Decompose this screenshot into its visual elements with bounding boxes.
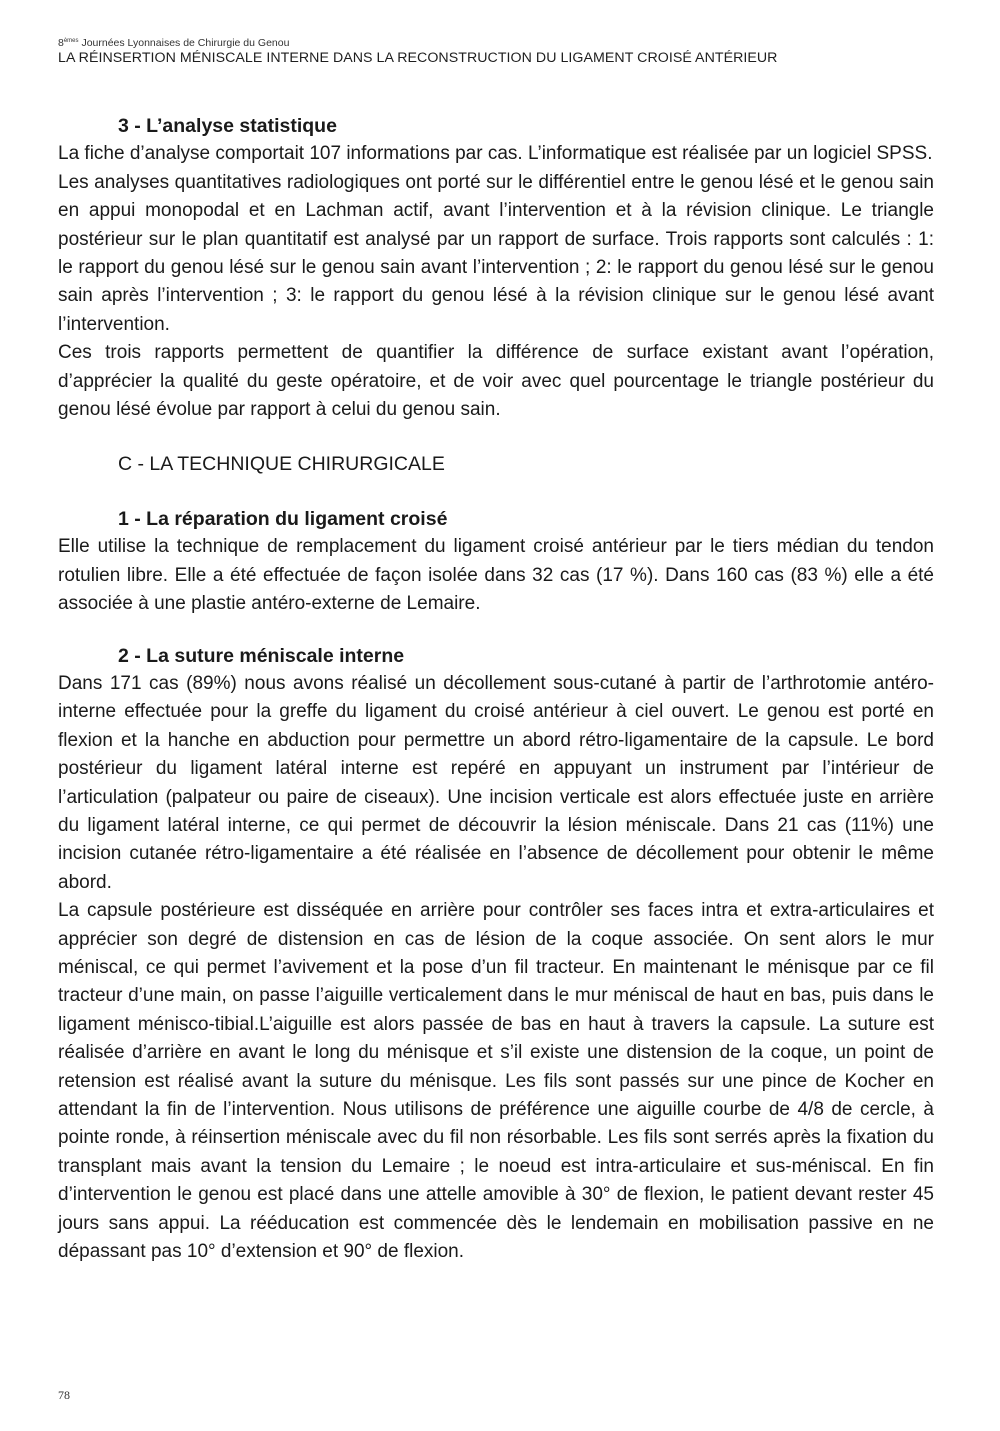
heading-surgical-technique: C - LA TECHNIQUE CHIRURGICALE [118,453,445,476]
conference-line [58,38,958,50]
paragraph: La capsule postérieure est disséquée en arrière pour contrôler ses faces intra et extra-articulaires et apprécier son degré de distension en cas de lésion de la coque associée. On sent alors le mur méniscal, ce qui permet l’avivement et la pose d’un fil tracteur. En maintenant le ménisque par ce fil tracteur d’une main, on passe l’aiguille verticalement dans le mur méniscal de haut en bas, puis dans le ligament ménisco-tibial.L’aiguille est alors passée de bas en haut à travers la capsule. La suture est réalisée d’arrière en avant le long du ménisque et s’il existe une distension de la coque, un point de retension est réalisé avant la suture du ménisque. Les fils sont passés sur une pince de Kocher en attendant la fin de l’intervention. Nous utilisons de préférence une aiguille courbe de 4/8 de cercle, à pointe ronde, à réinsertion méniscale avec du fil non résorbable. Les fils sont serrés après la fixation du transplant mais avant la tension du Lemaire ; le noeud est intra-articulaire et sus-méniscal. En fin d’intervention le genou est placé dans une attelle amovible à 30° de flexion, le patient devant rester 45 jours sans appui. La rééducation est commencée dès le lendemain en mobilisation passive en ne dépassant pas 10° d’extension et 90° de flexion. [58,900,934,1263]
article-title: LA RÉINSERTION MÉNISCALE INTERNE DANS LA RECONSTRUCTION DU LIGAMENT CROISÉ ANTÉRIEUR [58,49,778,66]
conference-name: Journées Lyonnaises de Chirurgie du Genou [81,37,290,49]
spacer [58,479,934,505]
heading-statistical-analysis: 3 - L’analyse statistique [118,115,337,137]
article-body [58,112,934,1266]
edition-suffix: èmes [63,38,79,44]
page-number: 78 [58,1388,70,1402]
running-header [58,38,958,66]
heading-meniscal-suture: 2 - La suture méniscale interne [118,644,405,667]
paragraph: Les analyses quantitatives radiologiques ont porté sur le différentiel entre le genou lésé et le genou sain en appui monopodal et en Lachman actif, avant l’intervention et à la révision clinique. Le triangle postérieur sur le plan quantitatif est analysé par un rapport de surface. Trois rapports sont calculés : 1: le rapport du genou lésé sur le genou sain avant l’intervention ; 2: le rapport du genou lésé sur le genou sain après l’intervention ; 3: le rapport du genou lésé à la révision clinique sur le genou lésé avant l’intervention. [58,171,934,335]
paragraph: Ces trois rapports permettent de quantifier la différence de surface existant avant l’opération, d’apprécier la qualité du geste opératoire, et de voir avec quel pourcentage le triangle postérieur du genou lésé évolue par rapport à celui du genou sain. [58,342,934,421]
spacer [58,619,934,642]
paragraph: Elle utilise la technique de remplacement du ligament croisé antérieur par le tiers médian du tendon rotulien libre. Elle a été effectuée de façon isolée dans 32 cas (17 %). Dans 160 cas (83 %) elle a été associée à une plastie antéro-externe de Lemaire. [58,536,934,615]
spacer [58,424,934,450]
heading-ligament-repair: 1 - La réparation du ligament croisé [118,507,448,530]
paragraph: Dans 171 cas (89%) nous avons réalisé un décollement sous-cutané à partir de l’arthrotomie antéro-interne effectuée pour la greffe du ligament du croisé antérieur à ciel ouvert. Le genou est porté en flexion et la hanche en abduction pour permettre un abord rétro-ligamentaire de la capsule. Le bord postérieur du ligament latéral interne est repéré en appuyant un instrument par l’intérieur de l’articulation (palpateur ou paire de ciseaux). Une incision verticale est alors effectuée juste en arrière du ligament latéral interne, ce qui permet de découvrir la lésion méniscale. Dans 21 cas (11%) une incision cutanée rétro-ligamentaire a été réalisée en l’absence de décollement pour obtenir le même abord. [58,672,934,893]
paragraph: La fiche d’analyse comportait 107 informations par cas. L’informatique est réalisée par un logiciel SPSS. [58,143,933,165]
edition-number: 8 [58,37,64,49]
